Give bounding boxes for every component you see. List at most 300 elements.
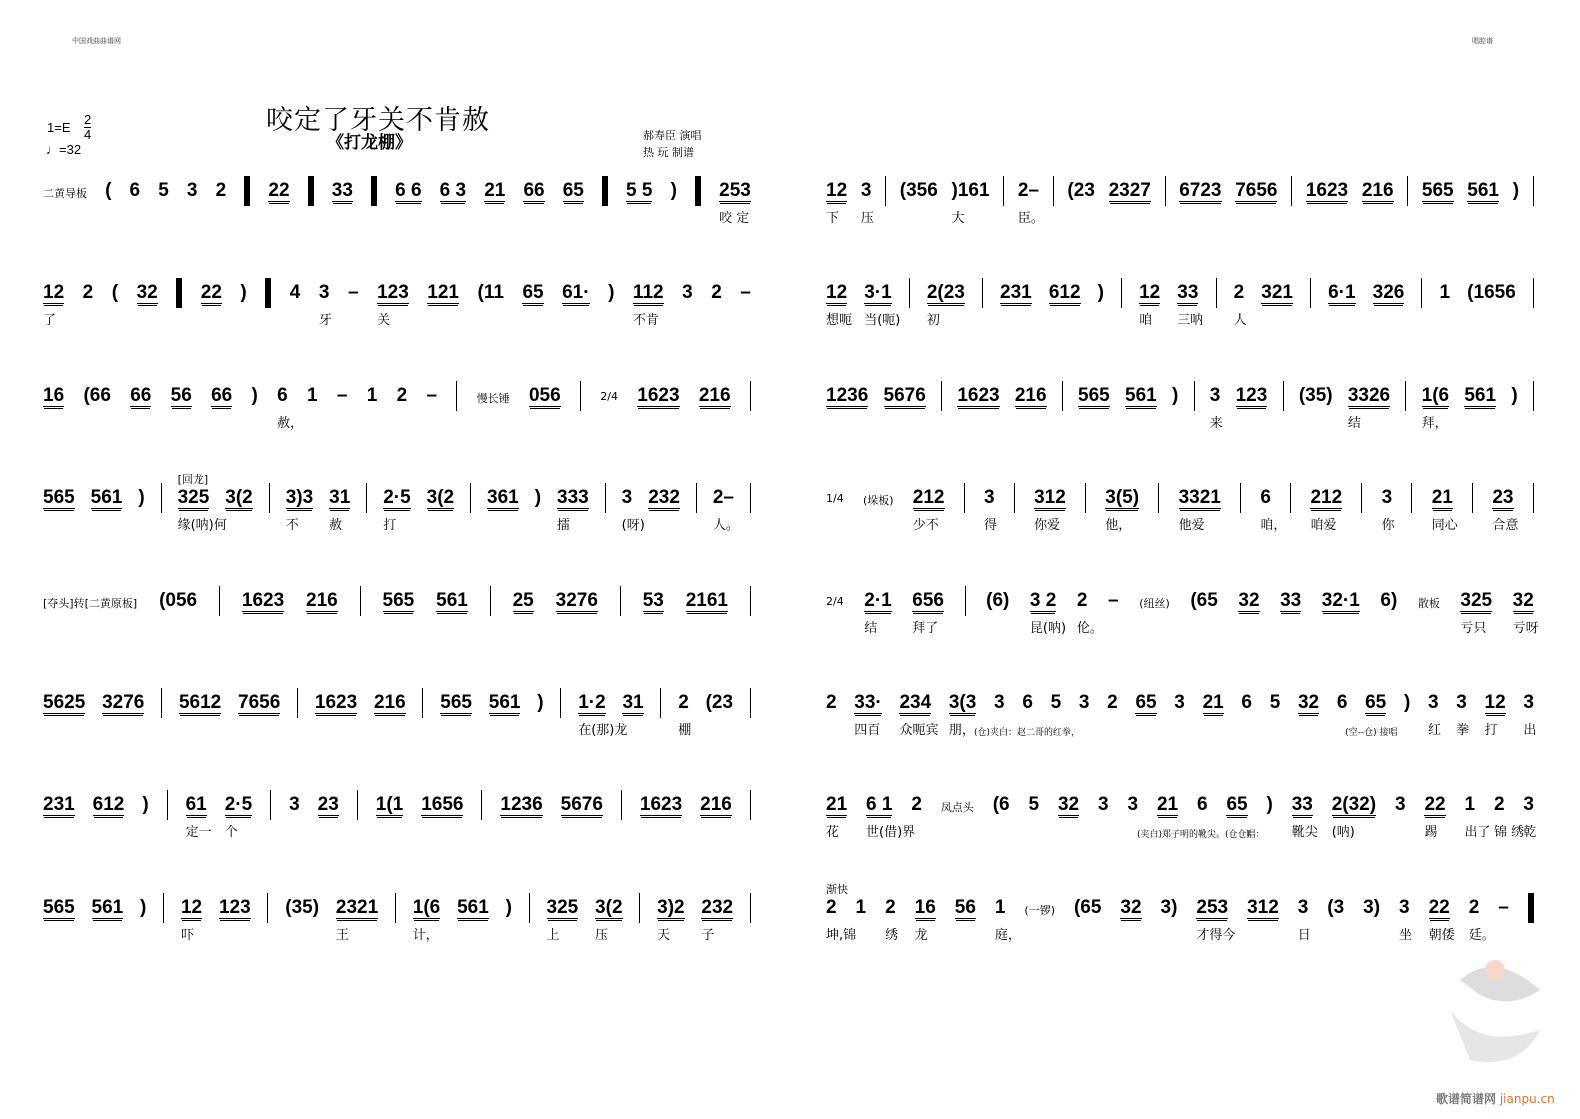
double-bar-line xyxy=(308,176,314,206)
note-digits: 5 xyxy=(158,180,169,201)
note-digits: – xyxy=(1108,589,1119,611)
note-digits: 232 xyxy=(701,896,734,918)
lyric: 赦， xyxy=(277,415,304,431)
lyric: 红 xyxy=(1427,723,1441,738)
note-digits: 65 xyxy=(1135,692,1157,713)
score-line xyxy=(43,897,751,957)
note-digits: 212 xyxy=(1310,487,1343,509)
note-digits: 6723 xyxy=(1179,180,1222,201)
score-line xyxy=(826,794,1537,854)
note-digits: 65 xyxy=(562,180,584,201)
note-digits: 2(23 xyxy=(926,282,965,304)
lyric: 压 xyxy=(860,211,874,226)
bar-line xyxy=(580,381,581,411)
score-line xyxy=(826,692,1537,752)
note-digits: )161 xyxy=(951,180,990,201)
note-group xyxy=(926,282,965,329)
lyric: 下 xyxy=(826,211,840,226)
note-group xyxy=(826,385,868,407)
note-group xyxy=(397,385,408,407)
note-group xyxy=(487,487,519,509)
note-group xyxy=(826,882,857,943)
note-digits: 2 xyxy=(1493,794,1505,816)
note-digits: 123 xyxy=(1235,384,1268,406)
note-digits: (66 xyxy=(83,384,111,406)
note-group xyxy=(268,180,289,202)
note-digits: 33 xyxy=(1280,589,1302,611)
note-group xyxy=(92,897,124,919)
note-digits: 3 xyxy=(984,487,995,509)
note-group xyxy=(1247,897,1279,919)
lyric: 三呐 xyxy=(1177,313,1204,329)
note-digits: 612 xyxy=(92,794,125,816)
bar-line xyxy=(620,586,621,616)
note-group xyxy=(608,282,614,304)
lyric: 缘(呐)何 xyxy=(177,518,227,534)
note-group xyxy=(329,487,351,534)
bar-line xyxy=(1310,278,1311,308)
note-group xyxy=(682,282,693,304)
note-digits: ) xyxy=(1171,384,1179,406)
double-bar-line xyxy=(265,278,271,308)
note-group xyxy=(1298,692,1319,714)
note-digits: 22 xyxy=(1428,896,1450,918)
note-digits: 3321 xyxy=(1178,487,1221,509)
note-digits: 3 xyxy=(1427,692,1439,713)
note-group xyxy=(1297,896,1311,943)
bar-line xyxy=(270,790,271,820)
lyric: 世(借)界 xyxy=(866,825,916,841)
bar-line xyxy=(1533,483,1534,513)
note-digits: 66 xyxy=(523,180,545,201)
note-digits: 6·1 xyxy=(1328,282,1356,304)
note-group xyxy=(337,385,348,407)
note-group xyxy=(826,692,837,714)
note-group xyxy=(180,896,203,943)
note-group xyxy=(83,385,110,407)
note-digits: 216 xyxy=(306,589,338,611)
note-group xyxy=(1331,794,1377,841)
note-digits: 21 xyxy=(826,794,848,816)
double-bar-line xyxy=(371,176,377,206)
note-digits: 561 xyxy=(1125,384,1157,406)
note-digits: 12 xyxy=(826,180,848,201)
note-group xyxy=(556,590,598,612)
note-group xyxy=(826,180,848,226)
bar-line xyxy=(529,893,530,923)
note-digits: 2 xyxy=(396,384,408,406)
bar-line xyxy=(560,688,561,718)
note-group xyxy=(1424,794,1446,841)
note-group xyxy=(506,897,512,919)
section-marking: (纽丝) xyxy=(1139,596,1170,610)
note-digits: 3(5) xyxy=(1105,487,1140,509)
note-group xyxy=(1058,794,1079,816)
note-digits: ) xyxy=(140,896,147,918)
note-digits: (356 xyxy=(899,180,938,201)
bar-line xyxy=(1158,483,1159,513)
note-group xyxy=(43,282,65,329)
note-digits: 3 xyxy=(1098,794,1109,816)
lyric: 昆(呐) xyxy=(1029,620,1067,636)
note-group xyxy=(1034,487,1066,534)
note-digits: 561 xyxy=(90,487,123,509)
note-digits: 2321 xyxy=(335,896,379,918)
note-digits: 231 xyxy=(1000,282,1032,304)
note-group xyxy=(1310,487,1343,534)
note-digits: (3 xyxy=(1327,896,1345,918)
note-digits: 4 xyxy=(289,282,301,304)
note-group xyxy=(637,385,679,407)
note-digits: 12 xyxy=(180,896,203,918)
note-group xyxy=(1098,794,1109,816)
note-digits: 212 xyxy=(912,487,945,509)
note-digits: 65 xyxy=(1365,692,1387,713)
note-digits: 32 xyxy=(1512,589,1534,611)
note-group xyxy=(546,896,579,943)
lyric: 廷。 xyxy=(1468,927,1495,943)
bar-line xyxy=(422,688,423,718)
key-signature: 1=E xyxy=(47,120,71,135)
note-group xyxy=(315,692,357,714)
bar-line xyxy=(1003,176,1004,206)
note-group xyxy=(740,282,751,304)
lyric: 咱 xyxy=(1139,313,1153,329)
note-digits: 232 xyxy=(648,487,680,509)
bar-line xyxy=(1407,176,1408,206)
note-digits: 22 xyxy=(268,180,290,201)
note-group xyxy=(719,180,751,226)
score-line xyxy=(43,473,751,547)
note-digits: 1(6 xyxy=(412,896,441,918)
note-digits: 3 xyxy=(1174,692,1185,713)
lyric: 你 xyxy=(1381,518,1395,534)
bar-line xyxy=(1283,381,1284,411)
note-digits: 565 xyxy=(1078,384,1110,406)
note-group xyxy=(1440,282,1451,304)
note-group xyxy=(1172,385,1178,407)
note-group xyxy=(1107,692,1118,714)
bar-line xyxy=(1216,278,1217,308)
note-digits: 3 xyxy=(289,794,300,816)
note-digits: 6 1 xyxy=(866,794,893,816)
note-digits: 56 xyxy=(170,384,192,406)
note-digits: 32 xyxy=(1057,794,1080,816)
note-digits: 2 xyxy=(711,282,722,304)
note-group xyxy=(1246,794,1273,841)
note-group xyxy=(383,487,411,534)
note-group xyxy=(948,692,977,738)
note-digits: 7656 xyxy=(238,692,281,713)
note-digits: 312 xyxy=(1247,896,1279,918)
note-digits: 3276 xyxy=(555,589,598,611)
note-group xyxy=(1328,282,1355,304)
section-marking: 二黄导板 xyxy=(43,187,87,200)
bar-line xyxy=(395,893,396,923)
bar-line xyxy=(167,790,168,820)
note-digits: 656 xyxy=(912,589,944,611)
lyric: 朋， xyxy=(948,723,975,738)
note-digits: 6 xyxy=(1196,794,1208,816)
note-group xyxy=(1468,896,1495,943)
note-digits: 5 xyxy=(1050,692,1062,713)
bar-line xyxy=(360,586,361,616)
note-group xyxy=(826,282,853,329)
lyric: 伦。 xyxy=(1076,620,1103,636)
bar-line xyxy=(1014,483,1015,513)
lyric: 四百 xyxy=(854,723,881,738)
subtitle: 《打龙棚》 xyxy=(327,133,412,153)
note-digits: 66 xyxy=(211,384,233,406)
bar-line xyxy=(1053,176,1054,206)
note-digits: 2 xyxy=(885,896,896,918)
lyric: 子 xyxy=(701,927,715,943)
note-group xyxy=(43,692,85,714)
note-digits: 1656 xyxy=(421,794,464,816)
note-digits: ) xyxy=(1097,282,1104,304)
bar-line xyxy=(750,483,751,513)
note-group xyxy=(43,487,75,509)
note-digits: ) xyxy=(1266,794,1273,816)
note-group xyxy=(1174,692,1185,714)
note-group xyxy=(1261,282,1293,304)
lyric: 不肯 xyxy=(632,313,659,329)
note-digits: (6 xyxy=(992,794,1010,816)
note-digits: 361 xyxy=(487,487,519,509)
lyric: 人。 xyxy=(712,518,739,534)
lyric: 你爱 xyxy=(1034,518,1061,534)
bar-line xyxy=(605,483,606,513)
note-digits: 6 xyxy=(277,384,288,406)
note-digits: 1623 xyxy=(637,384,680,406)
note-group xyxy=(864,589,892,636)
note-group xyxy=(159,590,197,612)
note-group xyxy=(1467,282,1516,304)
score-line xyxy=(43,692,751,752)
bar-line xyxy=(750,893,751,923)
note-digits: ) xyxy=(251,384,258,406)
lyric: 龙 xyxy=(914,927,928,943)
annotation: 渐快 xyxy=(826,882,848,896)
note-digits: 2 xyxy=(826,896,837,918)
note-digits: 2161 xyxy=(685,589,729,611)
note-digits: 2 xyxy=(215,180,227,201)
note-group xyxy=(1049,282,1081,304)
note-group xyxy=(864,282,901,329)
lyric: 不 xyxy=(285,518,299,534)
note-group xyxy=(657,896,685,943)
note-digits: 3 xyxy=(1399,896,1410,918)
note-group xyxy=(1493,794,1525,841)
bar-line xyxy=(219,586,220,616)
section-marking: 1/4 xyxy=(826,492,844,506)
note-group xyxy=(986,590,1009,612)
note-group xyxy=(1105,487,1140,534)
note-group xyxy=(994,896,1021,943)
section-marking: (一锣) xyxy=(1024,903,1055,917)
note-digits: 32 xyxy=(1297,692,1320,713)
note-digits: 21 xyxy=(1202,692,1224,713)
note-group xyxy=(171,385,192,407)
lyric: 出了 xyxy=(1464,825,1491,841)
score-line xyxy=(43,180,751,240)
lyric: 拳 xyxy=(1456,723,1470,738)
note-digits: – xyxy=(740,282,751,304)
note-digits: 3) xyxy=(1160,896,1178,918)
bar-line xyxy=(660,688,661,718)
note-group xyxy=(563,180,584,202)
bar-line xyxy=(1194,381,1195,411)
note-group xyxy=(899,692,939,738)
note-digits: 3·1 xyxy=(864,282,892,304)
bar-line xyxy=(621,790,622,820)
bar-line xyxy=(1240,483,1241,513)
note-digits: 5625 xyxy=(43,692,86,713)
note-digits: 6 xyxy=(1336,692,1348,713)
notation-credit: 热 玩 制谱 xyxy=(643,146,694,159)
note-digits: 16 xyxy=(914,896,936,918)
note-group xyxy=(1108,590,1119,612)
note-group xyxy=(1513,180,1519,202)
note-group xyxy=(1399,896,1413,943)
lyric: 拜了 xyxy=(912,620,939,636)
note-group xyxy=(93,794,125,816)
note-digits: 3276 xyxy=(102,692,145,713)
bar-line xyxy=(1472,483,1473,513)
note-digits: 123 xyxy=(218,896,251,918)
note-digits: 3 xyxy=(1456,692,1467,713)
note-digits: 5 xyxy=(1269,692,1281,713)
lyric: 少不 xyxy=(912,518,939,534)
note-digits: 561 xyxy=(1467,180,1499,201)
note-group xyxy=(1051,692,1062,714)
note-group xyxy=(187,180,198,202)
score-line xyxy=(43,794,751,854)
bar-line xyxy=(1165,176,1166,206)
note-digits: ( xyxy=(111,282,119,304)
note-group xyxy=(1120,897,1141,919)
annotation: [回龙] xyxy=(177,473,209,487)
note-digits: 6 xyxy=(1022,692,1033,713)
bar-line xyxy=(1361,483,1362,513)
note-digits: 1(1 xyxy=(375,794,404,816)
note-group xyxy=(242,590,284,612)
note-digits: 5612 xyxy=(178,692,222,713)
lyric: (呀) xyxy=(621,518,645,534)
lyric: 打 xyxy=(1484,723,1498,738)
note-group xyxy=(335,896,379,943)
note-digits: 121 xyxy=(427,282,459,304)
note-digits: 321 xyxy=(1261,282,1293,304)
note-group xyxy=(856,897,867,919)
lyric: 踢 xyxy=(1424,825,1438,841)
note-group xyxy=(1179,180,1221,202)
note-group xyxy=(112,282,118,304)
note-digits: 61· xyxy=(562,282,590,304)
note-group xyxy=(911,794,922,816)
note-group xyxy=(377,282,409,329)
bar-line xyxy=(750,381,751,411)
note-digits: 565 xyxy=(43,487,75,509)
note-digits: 2 xyxy=(826,692,837,713)
section-marking: [夺头]转[二黄原板] xyxy=(43,596,138,610)
note-digits: 561 xyxy=(488,692,521,713)
note-group xyxy=(277,384,304,431)
note-group xyxy=(1074,897,1101,919)
note-digits: 216 xyxy=(373,692,406,713)
note-digits: 6 xyxy=(129,180,141,201)
note-group xyxy=(578,692,628,738)
note-group xyxy=(427,385,438,407)
performer-credit: 郝寿臣 演唱 xyxy=(643,129,702,142)
score-line xyxy=(826,385,1534,445)
note-group xyxy=(1347,384,1391,431)
note-digits: – xyxy=(1498,896,1509,918)
note-digits: 2327 xyxy=(1108,180,1151,201)
lyric: 打 xyxy=(383,518,397,534)
note-digits: 3 xyxy=(621,487,633,509)
note-digits: 2 xyxy=(82,282,94,304)
watermark-en: jianpu.cn xyxy=(1499,1092,1555,1106)
bar-line xyxy=(750,790,751,820)
note-group xyxy=(484,180,505,202)
score-line xyxy=(826,487,1534,547)
note-digits: 12 xyxy=(826,282,848,304)
note-digits: 561 xyxy=(91,896,124,918)
note-group xyxy=(686,590,728,612)
note-digits: (11 xyxy=(477,282,504,304)
note-digits: ) xyxy=(142,794,149,816)
note-group xyxy=(1380,590,1397,612)
note-group xyxy=(1299,385,1333,407)
note-group xyxy=(238,692,280,714)
note-group xyxy=(376,794,403,816)
note-group xyxy=(1029,589,1067,636)
bar-line xyxy=(481,790,482,820)
bar-line xyxy=(1421,278,1422,308)
note-group xyxy=(1363,897,1380,919)
double-bar-line xyxy=(695,176,701,206)
bar-line xyxy=(366,483,367,513)
note-digits: 6) xyxy=(1380,589,1398,611)
note-group xyxy=(348,282,359,304)
note-group xyxy=(537,692,543,714)
lyric: 他爱 xyxy=(1178,518,1205,534)
note-digits: 1236 xyxy=(826,384,869,406)
note-group xyxy=(706,692,733,714)
lyric: 咱， xyxy=(1260,518,1287,534)
note-group xyxy=(130,180,141,202)
note-digits: 3 xyxy=(1127,794,1139,816)
note-digits: (1656 xyxy=(1467,282,1516,304)
note-digits: (6) xyxy=(986,589,1010,611)
note-group xyxy=(1337,692,1348,714)
note-group xyxy=(957,385,999,407)
bar-line xyxy=(1121,278,1122,308)
note-group xyxy=(951,180,990,226)
note-group xyxy=(1197,794,1208,816)
bar-line xyxy=(1405,381,1406,411)
lyric: 吓 xyxy=(180,927,194,943)
lyric: 日 xyxy=(1297,927,1311,943)
note-group xyxy=(367,385,378,407)
note-digits: ) xyxy=(1512,180,1520,201)
site-name: 中国戏曲曲谱网 xyxy=(72,37,121,45)
note-digits: 3 xyxy=(1209,384,1221,406)
bar-line xyxy=(161,688,162,718)
lyric: 拜， xyxy=(1421,415,1448,431)
lyric: 亏呀 xyxy=(1512,620,1539,636)
